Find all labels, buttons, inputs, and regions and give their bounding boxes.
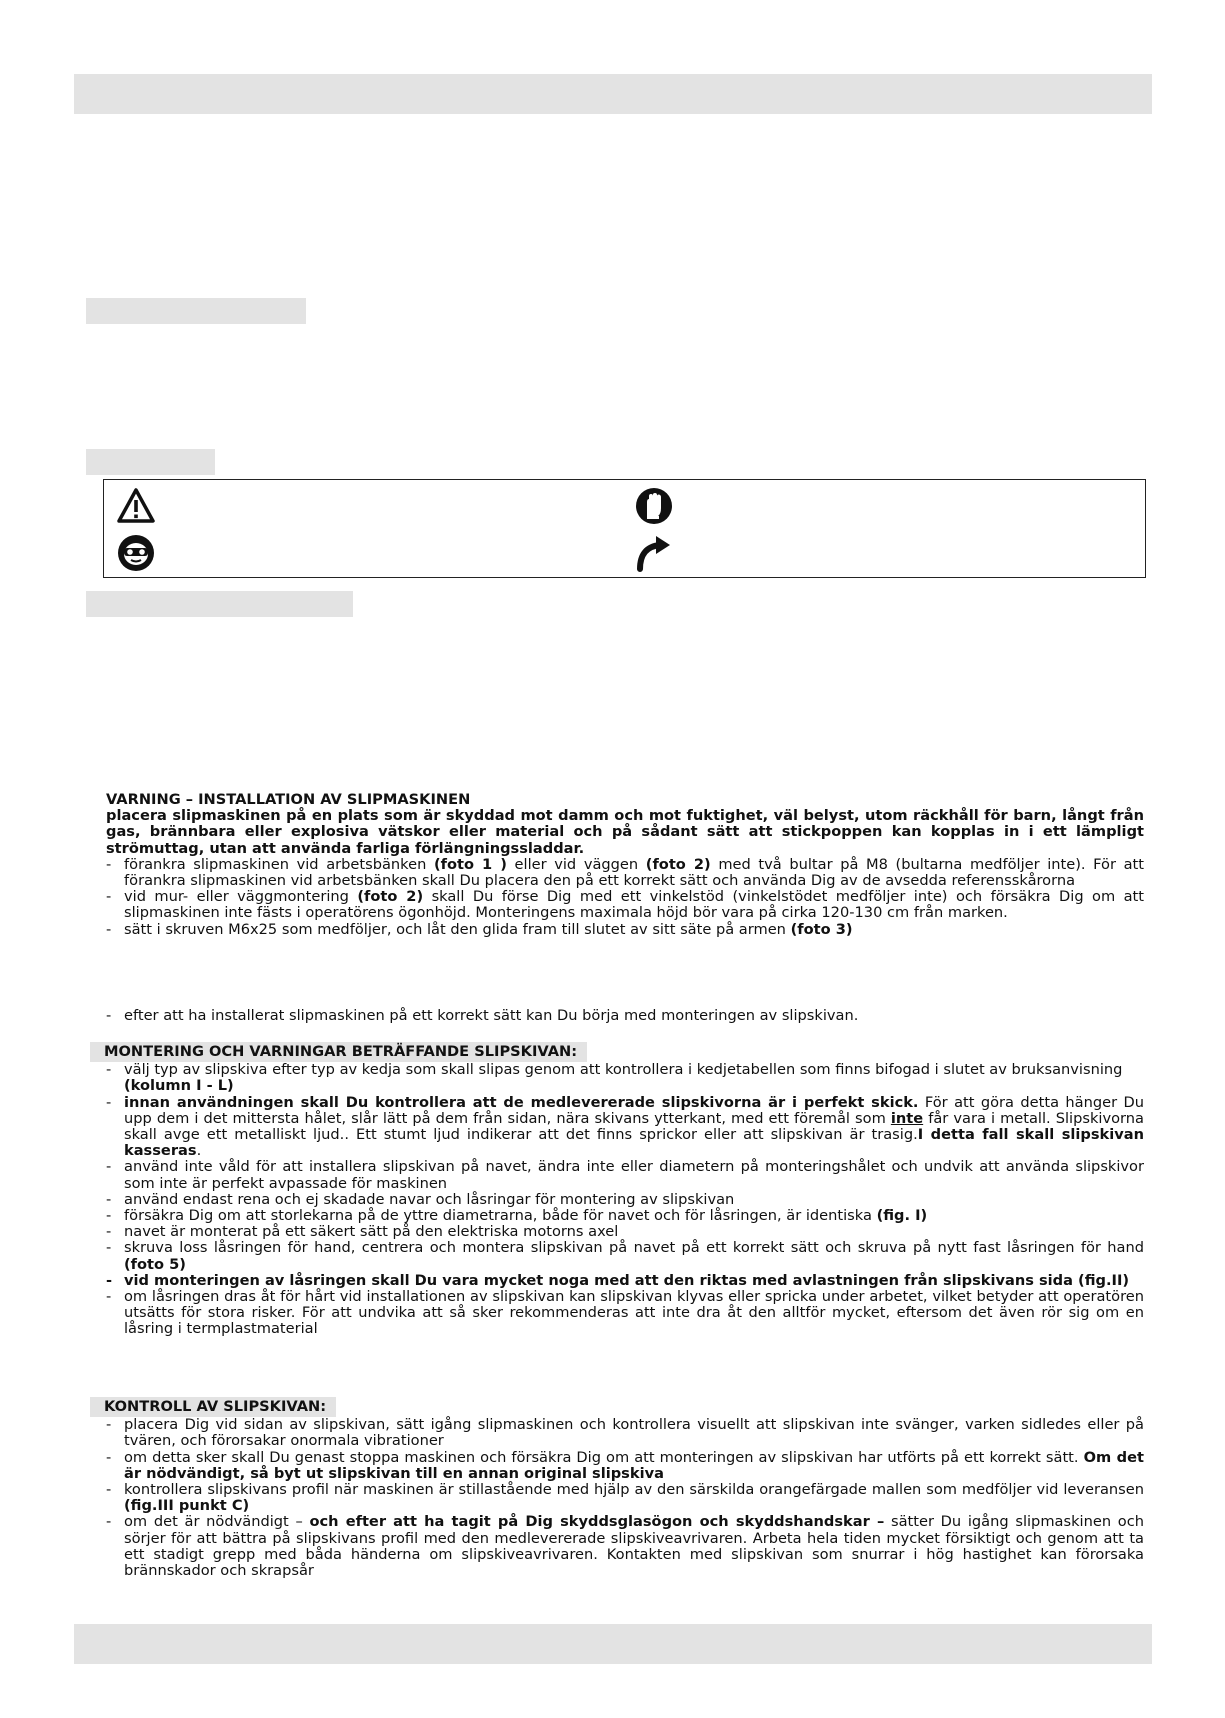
control-heading: KONTROLL AV SLIPSKIVAN: <box>90 1397 336 1417</box>
list-item: - använd endast rena och ej skadade navar och låsringar för montering av slipskivan <box>106 1192 1144 1208</box>
goggles-icon <box>116 533 156 573</box>
list-item: - kontrollera slipskivans profil när maskinen är stillastående med hjälp av den särskilda orangefärgade mallen som medföljer vid leveransen (fig.III punkt C) <box>106 1482 1144 1514</box>
section-label-placeholder <box>86 591 353 617</box>
installation-followup <box>106 1008 1144 1024</box>
list-item: - vid mur- eller väggmontering (foto 2) skall Du förse Dig med ett vinkelstöd (vinkelstödet medföljer inte) och försäkra Dig om att slipmaskinen inte fästs i operatörens ögonhöjd. Monteringens maximala höjd bör vara på cirka 120-130 cm från marken. <box>106 889 1144 921</box>
safety-symbols-box <box>103 479 1146 578</box>
control-section <box>106 1397 1144 1579</box>
list-item: - om detta sker skall Du genast stoppa maskinen och försäkra Dig om att monteringen av slipskivan har utförts på ett korrekt sätt. Om det är nödvändigt, så byt ut slipskivan till en annan original slipskiva <box>106 1450 1144 1482</box>
footer-bar <box>74 1624 1152 1664</box>
warning-icon <box>116 486 156 526</box>
list-item: - placera Dig vid sidan av slipskivan, sätt igång slipmaskinen och kontrollera visuellt att slipskivan inte svänger, varken sidledes eller på tvären, och förorsakar onormala vibrationer <box>106 1417 1144 1449</box>
list-item: - välj typ av slipskiva efter typ av kedja som skall slipas genom att kontrollera i kedjetabellen som finns bifogad i slutet av bruksanvisning (kolumn I - L) <box>106 1062 1144 1094</box>
list-item: - använd inte våld för att installera slipskivan på navet, ändra inte eller diametern på monteringshålet och undvik att använda slipskivor som inte är perfekt avpassade för maskinen <box>106 1159 1144 1191</box>
list-item: - navet är monterat på ett säkert sätt på den elektriska motorns axel <box>106 1224 1144 1240</box>
list-item: - försäkra Dig om att storlekarna på de yttre diametrarna, både för navet och för låsringen, är identiska (fig. I) <box>106 1208 1144 1224</box>
installation-intro: placera slipmaskinen på en plats som är skyddad mot damm och mot fuktighet, väl belyst, utom räckhåll för barn, långt från gas, brännbara eller explosiva vätskor eller material och på sådant sätt att stickpoppen kan kopplas in i ett lämpligt strömuttag, utan att använda farliga förlängningssladdar. <box>106 807 1144 857</box>
rotation-arrow-icon <box>634 533 674 573</box>
list-item: - skruva loss låsringen för hand, centrera och montera slipskivan på navet på ett korrekt sätt och skruva på nytt fast låsringen för hand (foto 5) <box>106 1240 1144 1272</box>
list-item: - sätt i skruven M6x25 som medföljer, och låt den glida fram till slutet av sitt säte på armen (foto 3) <box>106 922 1144 938</box>
header-bar <box>74 74 1152 114</box>
section-label-placeholder <box>86 298 306 324</box>
list-item: - vid monteringen av låsringen skall Du vara mycket noga med att den riktas med avlastningen från slipskivans sida (fig.II) <box>106 1273 1144 1289</box>
gloves-icon <box>634 486 674 526</box>
mounting-heading: MONTERING OCH VARNINGAR BETRÄFFANDE SLIPSKIVAN: <box>90 1042 587 1062</box>
list-item: - efter att ha installerat slipmaskinen på ett korrekt sätt kan Du börja med monteringen av slipskivan. <box>106 1008 1144 1024</box>
section-label-placeholder <box>86 449 215 475</box>
list-item: - om det är nödvändigt – och efter att ha tagit på Dig skyddsglasögon och skyddshandskar – sätter Du igång slipmaskinen och sörjer för att bättra på slipskivans profil med den medlevererade slipskiveavrivaren. Arbeta hela tiden mycket försiktigt och genom att ta ett stadigt grepp med båda händerna om slipskiveavrivaren. Kontakten med slipskivan som snurrar i hög hastighet kan förorsaka brännskador och skrapsår <box>106 1514 1144 1579</box>
mounting-section <box>106 1042 1144 1338</box>
installation-heading: VARNING – INSTALLATION AV SLIPMASKINEN <box>106 791 471 808</box>
list-item: - förankra slipmaskinen vid arbetsbänken (foto 1 ) eller vid väggen (foto 2) med två bultar på M8 (bultarna medföljer inte). För att förankra slipmaskinen vid arbetsbänken skall Du placera den på ett korrekt sätt och använda Dig av de avsedda referensskårorna <box>106 857 1144 889</box>
installation-section <box>106 792 1144 938</box>
list-item: - innan användningen skall Du kontrollera att de medlevererade slipskivorna är i perfekt skick. För att göra detta hänger Du upp dem i det mittersta hålet, slår lätt på dem från sidan, nära skivans ytterkant, med ett föremål som inte får vara i metall. Slipskivorna skall avge ett metalliskt ljud.. Ett stumt ljud indikerar att det finns sprickor eller att slipskivan är trasig.I detta fall skall slipskivan kasseras. <box>106 1095 1144 1160</box>
list-item: - om låsringen dras åt för hårt vid installationen av slipskivan kan slipskivan klyvas eller spricka under arbetet, vilket betyder att operatören utsätts för stora risker. För att undvika att så sker rekommenderas att inte dra åt den alltför mycket, eftersom det även rör sig om en låsring i termplastmaterial <box>106 1289 1144 1338</box>
